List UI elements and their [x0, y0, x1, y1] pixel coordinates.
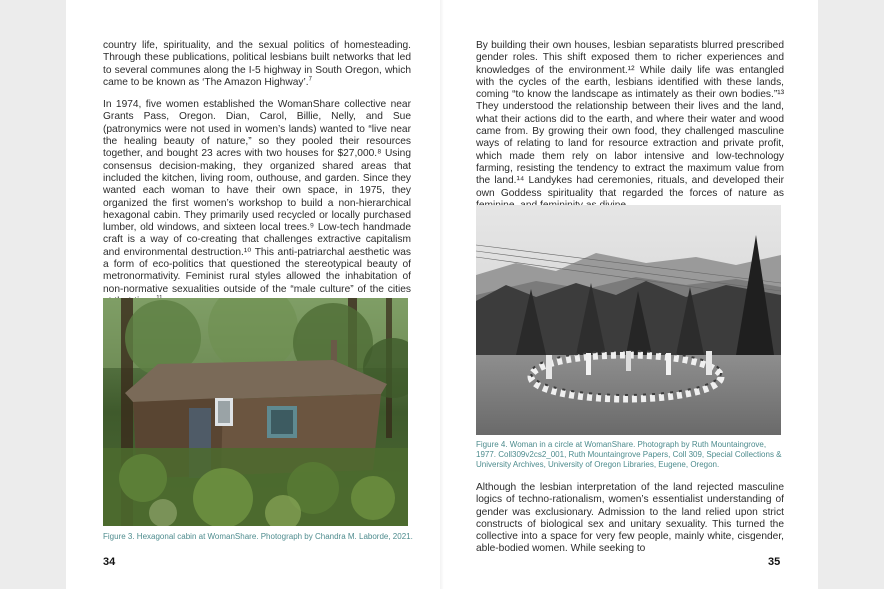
figure-4-caption: Figure 4. Woman in a circle at WomanShare. Photograph by Ruth Mountaingrove, 1977. Coll309v2cs2_001, Ruth Mountaingrove Papers, Coll 309, Special Collections & University Archives, University of Oregon Libraries, Eugene, Oregon. [476, 440, 782, 469]
page-number-right: 35 [768, 556, 781, 568]
left-body-text [103, 40, 411, 318]
figure-4-circle-photo [476, 205, 781, 435]
book-gutter-shadow [440, 0, 444, 589]
right-body-text-top [476, 40, 784, 222]
right-paragraph-1: By building their own houses, lesbian separatists blurred prescribed gender roles. This shift exposed them to richer experiences and knowledges of the environment.¹² While daily life was entangled with the cycles of the earth, lesbians identified with these lands, coming “to know the landscape as intimately as their own bodies.”¹³ They understood the relationship between their lives and the land, what their actions did to the earth, and where their water and wood came from. By growing their own food, they challenged masculine ways of relating to land for resource extraction and private profit, which made them rely on labor intensive and low-technology farming, resisting the tendency to extract the maximum value from the land.¹⁴ Landykes had ceremonies, rituals, and developed their own Goddess spirituality that regarded the forces of nature as [476, 40, 784, 199]
circle-photo-illustration [476, 205, 781, 435]
figure-3-cabin-photo [103, 298, 408, 526]
footnote-ref-7[interactable]: 7 [308, 76, 312, 83]
cabin-photo-illustration [103, 298, 408, 526]
left-paragraph-1: country life, spirituality, and the sexual politics of homesteading. Through these publications, political lesbians built networks that led to several communes along the I-5 highway in South Oregon, which came to be known as ‘The Amazon Highway’.$^7$ [103, 40, 411, 88]
left-page [66, 0, 442, 589]
page-number-left: 34 [103, 556, 116, 568]
right-page [442, 0, 818, 589]
right-paragraph-2: Although the lesbian interpretation of the land rejected masculine logics of techno-rationalism, women’s essentialist understanding of gender was exclusionary. Admission to the land relied upon strict constructs of biological sex and unitary sexuality. This turned the collective into a space for very few people, mainly white, cisgender, able-bodied women. While seeking to [476, 482, 784, 555]
left-paragraph-2: In 1974, five women established the WomanShare collective near Grants Pass, Oregon. Dian, Carol, Billie, Nelly, and Sue (patronymics were not used in women’s lands) wanted to “live near the healing beauty of nature,” so they pooled their resources together, and bought 23 acres with two houses for $27,000.⁸ Using consensus decision-making, they organized shared areas that included the kitchen, living room, outhouse, and garden. Since they wanted each woman to have their own space, in 1975, they organized the first women’s workshop to build a non-hierarchical hexagonal cabin. They primarily used recycled or locally purchased lumber, old windows, and sixteen local trees.⁹ Low-tech handmade craft is a way of co-creating that challenges extractive capitalism and environmental destruction.¹⁰ This anti-patriarchal aesthetic was a form of eco-politics that questioned the stereotypical beauty of metronormativity. Feminist rural styles allowed the inhabitation of non-normative sexualities outside of the “male culture” of the cities [103, 99, 411, 308]
figure-3-caption: Figure 3. Hexagonal cabin at WomanShare. Photograph by Chandra M. Laborde, 2021. [103, 532, 413, 541]
right-body-text-bottom [476, 482, 784, 566]
